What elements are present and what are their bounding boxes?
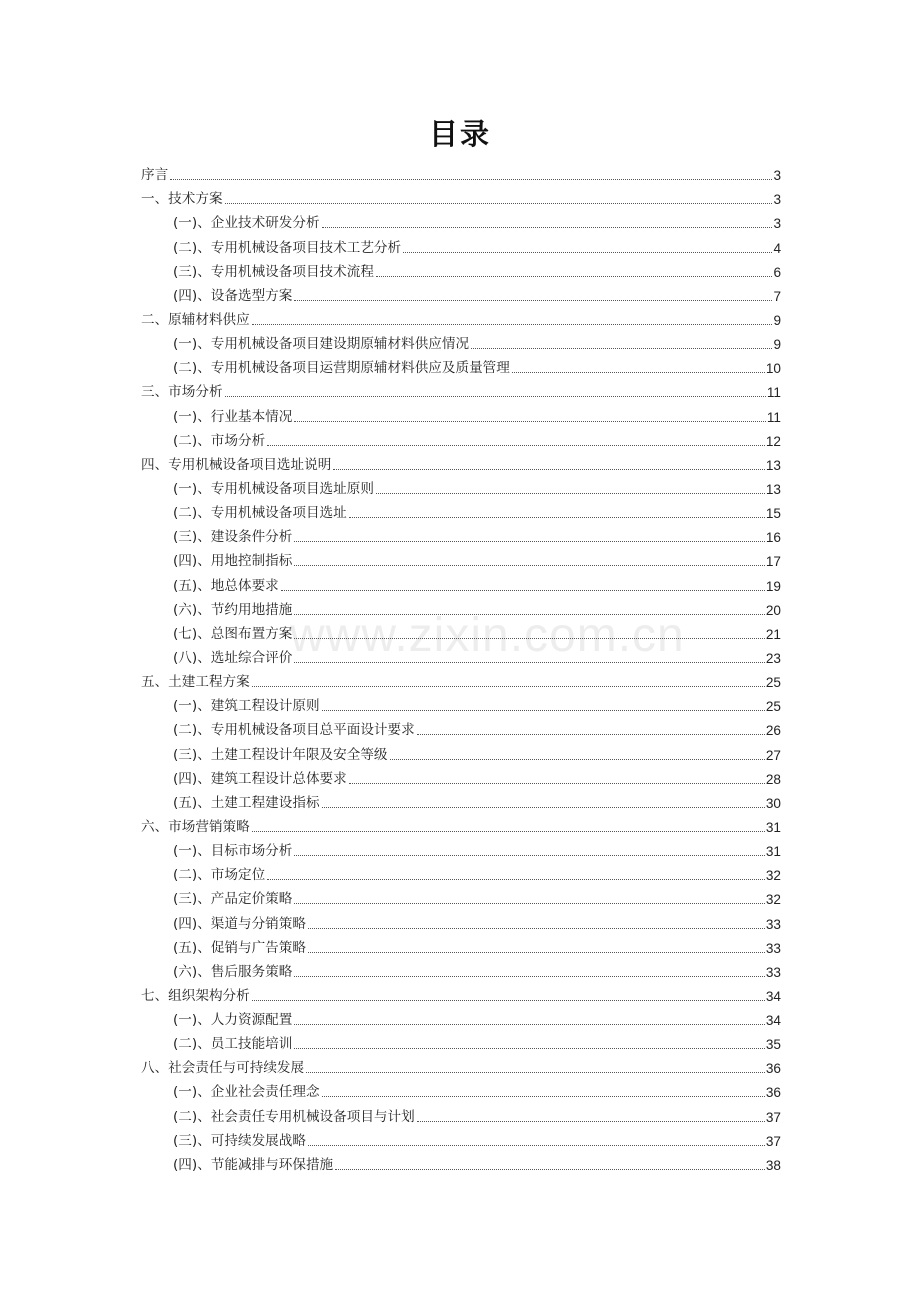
dot-leader [322, 710, 765, 711]
toc-page-number: 38 [765, 1157, 781, 1173]
toc-entry-title: (五)、促销与广告策略 [173, 939, 306, 956]
dot-leader [294, 300, 772, 301]
dot-leader [417, 1121, 765, 1122]
dot-leader [306, 1072, 765, 1073]
dot-leader [308, 928, 765, 929]
dot-leader [294, 565, 765, 566]
toc-page-number: 19 [765, 578, 781, 594]
toc-page-number: 9 [773, 312, 781, 328]
dot-leader [294, 421, 766, 422]
toc-page-number: 31 [765, 844, 781, 860]
toc-subsection-entry[interactable] [141, 330, 781, 354]
toc-page-number: 33 [765, 964, 781, 980]
toc-page-number: 13 [765, 481, 781, 497]
toc-entry-title: (四)、渠道与分销策略 [173, 915, 306, 932]
toc-subsection-entry[interactable] [141, 1006, 781, 1030]
toc-entry-title: (一)、企业技术研发分析 [173, 215, 320, 232]
dot-leader [225, 203, 773, 204]
toc-section-entry[interactable] [141, 306, 781, 330]
dot-leader [294, 638, 765, 639]
dot-leader [267, 445, 765, 446]
dot-leader [294, 855, 765, 856]
toc-entry-title: (二)、员工技能培训 [173, 1036, 293, 1053]
toc-page-number: 28 [765, 771, 781, 787]
toc-page-number: 26 [765, 723, 781, 739]
toc-section-entry[interactable] [141, 451, 781, 475]
toc-page-number: 37 [765, 1109, 781, 1125]
toc-entry-title: (四)、节能减排与环保措施 [173, 1156, 334, 1173]
toc-subsection-entry[interactable] [141, 571, 781, 595]
toc-entry-title: (三)、产品定价策略 [173, 891, 293, 908]
dot-leader [322, 807, 765, 808]
toc-subsection-entry[interactable] [141, 1030, 781, 1054]
toc-page-number: 3 [773, 192, 781, 208]
toc-entry-title: (六)、售后服务策略 [173, 963, 293, 980]
toc-page-number: 27 [765, 747, 781, 763]
toc-entry-title: 七、组织架构分析 [141, 987, 250, 1004]
toc-entry-title: (八)、选址综合评价 [173, 649, 293, 666]
dot-leader [349, 783, 765, 784]
toc-subsection-entry[interactable] [141, 958, 781, 982]
toc-subsection-entry[interactable] [141, 547, 781, 571]
toc-section-entry[interactable] [141, 668, 781, 692]
dot-leader [417, 734, 765, 735]
dot-leader [170, 179, 772, 180]
toc-entry-title: 序言 [141, 167, 169, 184]
toc-page-number: 33 [765, 940, 781, 956]
toc-subsection-entry[interactable] [141, 1127, 781, 1151]
toc-entry-title: 五、土建工程方案 [141, 674, 250, 691]
toc-page-number: 11 [766, 385, 781, 401]
toc-entry-title: 二、原辅材料供应 [141, 311, 250, 328]
dot-leader [335, 1169, 765, 1170]
dot-leader [333, 469, 765, 470]
toc-entry-title: (一)、人力资源配置 [173, 1012, 293, 1029]
toc-entry-title: (三)、专用机械设备项目技术流程 [173, 263, 374, 280]
toc-page-number: 7 [773, 288, 781, 304]
dot-leader [252, 831, 765, 832]
dot-leader [376, 493, 765, 494]
toc-page-number: 33 [765, 916, 781, 932]
toc-page-number: 32 [765, 868, 781, 884]
toc-page-number: 25 [765, 699, 781, 715]
toc-entry-title: (二)、社会责任专用机械设备项目与计划 [173, 1108, 415, 1125]
toc-section-entry[interactable] [141, 161, 781, 185]
toc-subsection-entry[interactable] [141, 209, 781, 233]
toc-entry-title: (五)、地总体要求 [173, 577, 279, 594]
toc-subsection-entry[interactable] [141, 885, 781, 909]
toc-subsection-entry[interactable] [141, 644, 781, 668]
watermark: www.zixin.com.cn [290, 609, 685, 662]
dot-leader [322, 1096, 765, 1097]
toc-page-number: 20 [765, 602, 781, 618]
dot-leader [252, 324, 773, 325]
toc-section-entry[interactable] [141, 813, 781, 837]
toc-page-number: 13 [765, 457, 781, 473]
toc-section-entry[interactable] [141, 982, 781, 1006]
toc-page-number: 36 [765, 1061, 781, 1077]
toc-entry-title: (七)、总图布置方案 [173, 625, 293, 642]
toc-subsection-entry[interactable] [141, 837, 781, 861]
toc-subsection-entry[interactable] [141, 596, 781, 620]
toc-subsection-entry[interactable] [141, 258, 781, 282]
toc-subsection-entry[interactable] [141, 427, 781, 451]
toc-entry-title: (六)、节约用地措施 [173, 601, 293, 618]
toc-entry-title: (二)、专用机械设备项目运营期原辅材料供应及质量管理 [173, 360, 510, 377]
page-title: 目录 [428, 117, 491, 151]
toc-subsection-entry[interactable] [141, 402, 781, 426]
toc-subsection-entry[interactable] [141, 523, 781, 547]
toc-entry-title: (四)、用地控制指标 [173, 553, 293, 570]
dot-leader [308, 1145, 765, 1146]
toc-subsection-entry[interactable] [141, 740, 781, 764]
toc-page-number: 35 [765, 1037, 781, 1053]
toc-entry-title: (一)、目标市场分析 [173, 843, 293, 860]
toc-entry-title: (二)、专用机械设备项目总平面设计要求 [173, 722, 415, 739]
toc-entry-title: (一)、行业基本情况 [173, 408, 293, 425]
dot-leader [294, 1024, 765, 1025]
dot-leader [252, 1000, 765, 1001]
toc-entry-title: (三)、土建工程设计年限及安全等级 [173, 746, 388, 763]
toc-entry-title: (一)、企业社会责任理念 [173, 1084, 320, 1101]
toc-entry-title: (二)、专用机械设备项目选址 [173, 505, 347, 522]
toc-page-number: 3 [773, 216, 781, 232]
toc-page-number: 3 [773, 168, 781, 184]
toc-page-number: 30 [765, 795, 781, 811]
dot-leader [376, 276, 773, 277]
toc-page-number: 23 [765, 650, 781, 666]
dot-leader [471, 348, 772, 349]
dot-leader [225, 396, 766, 397]
toc-page-number: 12 [765, 433, 781, 449]
dot-leader [322, 227, 773, 228]
toc-entry-title: (四)、设备选型方案 [173, 287, 293, 304]
toc-subsection-entry[interactable] [141, 861, 781, 885]
toc-entry-title: (二)、市场定位 [173, 867, 266, 884]
toc-entry-title: (一)、专用机械设备项目建设期原辅材料供应情况 [173, 336, 470, 353]
toc-entry-title: 六、市场营销策略 [141, 818, 250, 835]
toc-page-number: 25 [765, 675, 781, 691]
toc-section-entry[interactable] [141, 1054, 781, 1078]
toc-subsection-entry[interactable] [141, 692, 781, 716]
dot-leader [512, 372, 765, 373]
toc-subsection-entry[interactable] [141, 620, 781, 644]
toc-subsection-entry[interactable] [141, 499, 781, 523]
toc-subsection-entry[interactable] [141, 716, 781, 740]
toc-entry-title: 八、社会责任与可持续发展 [141, 1060, 305, 1077]
dot-leader [267, 879, 765, 880]
toc-page-number: 21 [765, 626, 781, 642]
toc-entry-title: (一)、建筑工程设计原则 [173, 698, 320, 715]
dot-leader [403, 252, 772, 253]
toc-subsection-entry[interactable] [141, 475, 781, 499]
dot-leader [294, 976, 765, 977]
toc-page-number: 9 [773, 337, 781, 353]
toc-page-number: 16 [765, 530, 781, 546]
dot-leader [294, 541, 765, 542]
toc-subsection-entry[interactable] [141, 909, 781, 933]
toc-entry-title: 一、技术方案 [141, 191, 223, 208]
toc-entry-title: (三)、可持续发展战略 [173, 1132, 306, 1149]
table-of-contents [141, 161, 781, 1175]
toc-page-number: 10 [765, 361, 781, 377]
toc-section-entry[interactable] [141, 378, 781, 402]
toc-entry-title: (一)、专用机械设备项目选址原则 [173, 480, 374, 497]
toc-page-number: 15 [765, 506, 781, 522]
toc-subsection-entry[interactable] [141, 765, 781, 789]
toc-section-entry[interactable] [141, 185, 781, 209]
toc-entry-title: (四)、建筑工程设计总体要求 [173, 770, 347, 787]
dot-leader [294, 662, 765, 663]
toc-page-number: 31 [765, 819, 781, 835]
toc-entry-title: (三)、建设条件分析 [173, 529, 293, 546]
toc-page-number: 17 [765, 554, 781, 570]
dot-leader [349, 517, 765, 518]
dot-leader [294, 903, 765, 904]
dot-leader [252, 686, 765, 687]
toc-page-number: 37 [765, 1133, 781, 1149]
toc-entry-title: (二)、市场分析 [173, 432, 266, 449]
dot-leader [294, 614, 765, 615]
toc-page-number: 11 [766, 409, 781, 425]
toc-subsection-entry[interactable] [141, 1102, 781, 1126]
dot-leader [281, 590, 765, 591]
toc-entry-title: (二)、专用机械设备项目技术工艺分析 [173, 239, 402, 256]
dot-leader [390, 759, 765, 760]
toc-page-number: 4 [773, 240, 781, 256]
toc-entry-title: 四、专用机械设备项目选址说明 [141, 456, 332, 473]
toc-subsection-entry[interactable] [141, 789, 781, 813]
toc-page-number: 32 [765, 892, 781, 908]
dot-leader [308, 952, 765, 953]
toc-subsection-entry[interactable] [141, 282, 781, 306]
toc-entry-title: (五)、土建工程建设指标 [173, 794, 320, 811]
toc-subsection-entry[interactable] [141, 1151, 781, 1175]
toc-page-number: 6 [773, 264, 781, 280]
dot-leader [294, 1048, 765, 1049]
toc-subsection-entry[interactable] [141, 354, 781, 378]
toc-subsection-entry[interactable] [141, 1078, 781, 1102]
toc-subsection-entry[interactable] [141, 934, 781, 958]
toc-entry-title: 三、市场分析 [141, 384, 223, 401]
toc-page-number: 34 [765, 988, 781, 1004]
toc-page-number: 34 [765, 1013, 781, 1029]
toc-subsection-entry[interactable] [141, 233, 781, 257]
toc-page-number: 36 [765, 1085, 781, 1101]
